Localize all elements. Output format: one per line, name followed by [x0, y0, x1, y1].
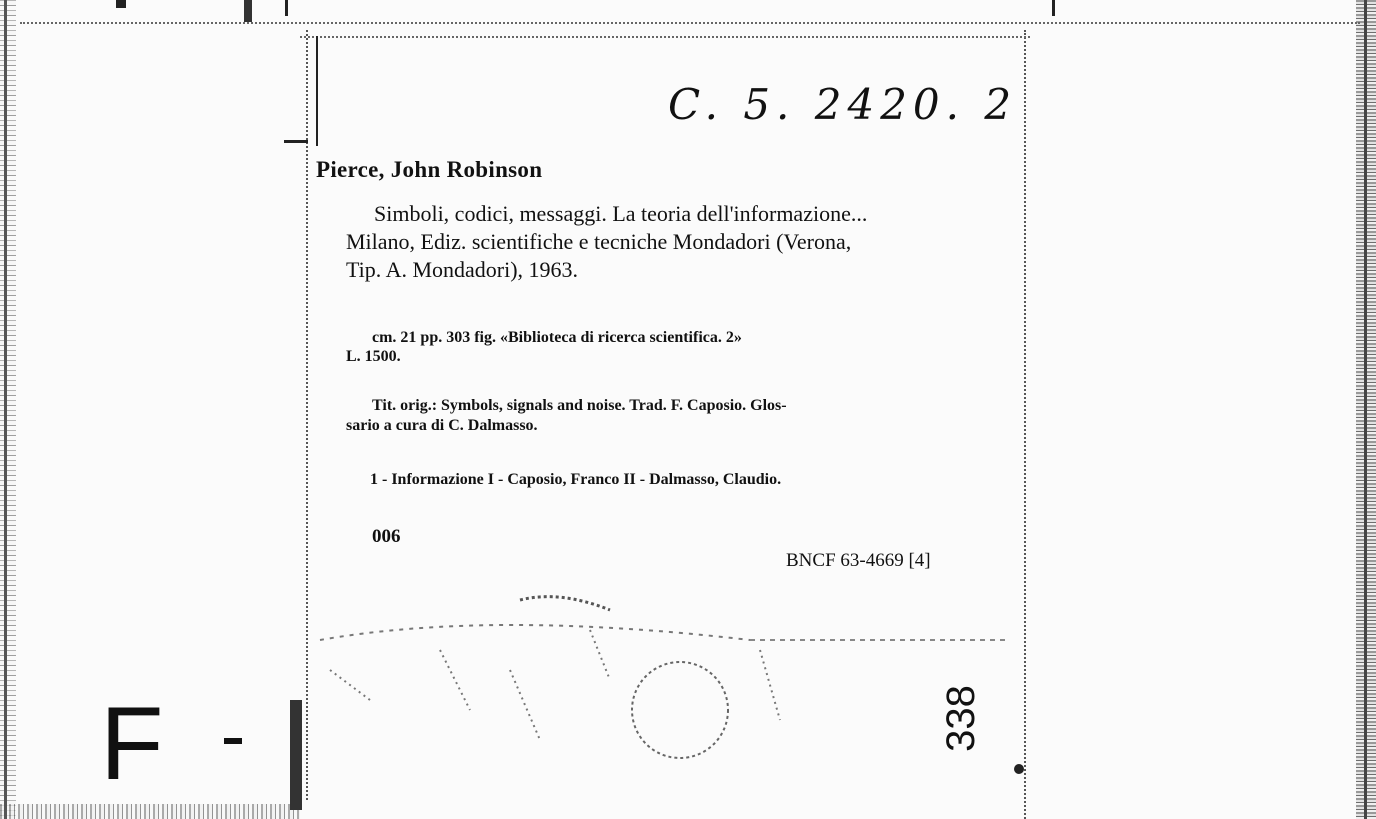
- title-line: Simboli, codici, messaggi. La teoria dell'informazione...: [374, 201, 868, 226]
- handwritten-shelfmark: C. 5. 2420. 2: [668, 80, 1018, 129]
- frame-line-left: [4, 0, 7, 819]
- price-line: L. 1500.: [346, 348, 401, 365]
- scan-noise-left: [0, 0, 16, 819]
- frame-line-top-left: [285, 0, 288, 16]
- frame-dot-top: [116, 0, 126, 8]
- original-title-note-cont: sario a cura di C. Dalmasso.: [346, 417, 538, 434]
- drawer-letter: F: [100, 686, 164, 802]
- classification-number: 006: [372, 526, 401, 547]
- title-line: Milano, Ediz. scientifiche e tecniche Mondadori (Verona,: [346, 229, 852, 254]
- card-left-edge: [306, 30, 308, 800]
- stamp-smudge: [310, 570, 1030, 770]
- top-rule: [20, 22, 1360, 24]
- title-imprint-block: [346, 200, 1006, 284]
- subject-tracings: 1 - Informazione I - Caposio, Franco II - Dalmasso, Claudio.: [370, 471, 782, 488]
- frame-line-right: [1364, 0, 1367, 819]
- original-title-note: Tit. orig.: Symbols, signals and noise. Trad. F. Caposio. Glos-: [372, 397, 787, 414]
- scan-noise-bottom: [0, 804, 300, 819]
- card-top-edge: [300, 36, 1030, 38]
- physical-description: cm. 21 pp. 303 fig. «Biblioteca di ricerca scientifica. 2»: [372, 329, 742, 346]
- card-inner-left-line: [316, 36, 318, 146]
- frame-line-top-right: [1052, 0, 1055, 16]
- drawer-dash: [224, 738, 242, 744]
- author-heading: Pierce, John Robinson: [316, 157, 543, 182]
- stamp-number: 338: [938, 685, 983, 752]
- title-line: Tip. A. Mondadori), 1963.: [346, 257, 579, 282]
- call-number: BNCF 63-4669 [4]: [786, 550, 931, 571]
- card-tick: [284, 140, 308, 143]
- card-rod-slot: [290, 700, 302, 810]
- frame-clip-top: [244, 0, 252, 22]
